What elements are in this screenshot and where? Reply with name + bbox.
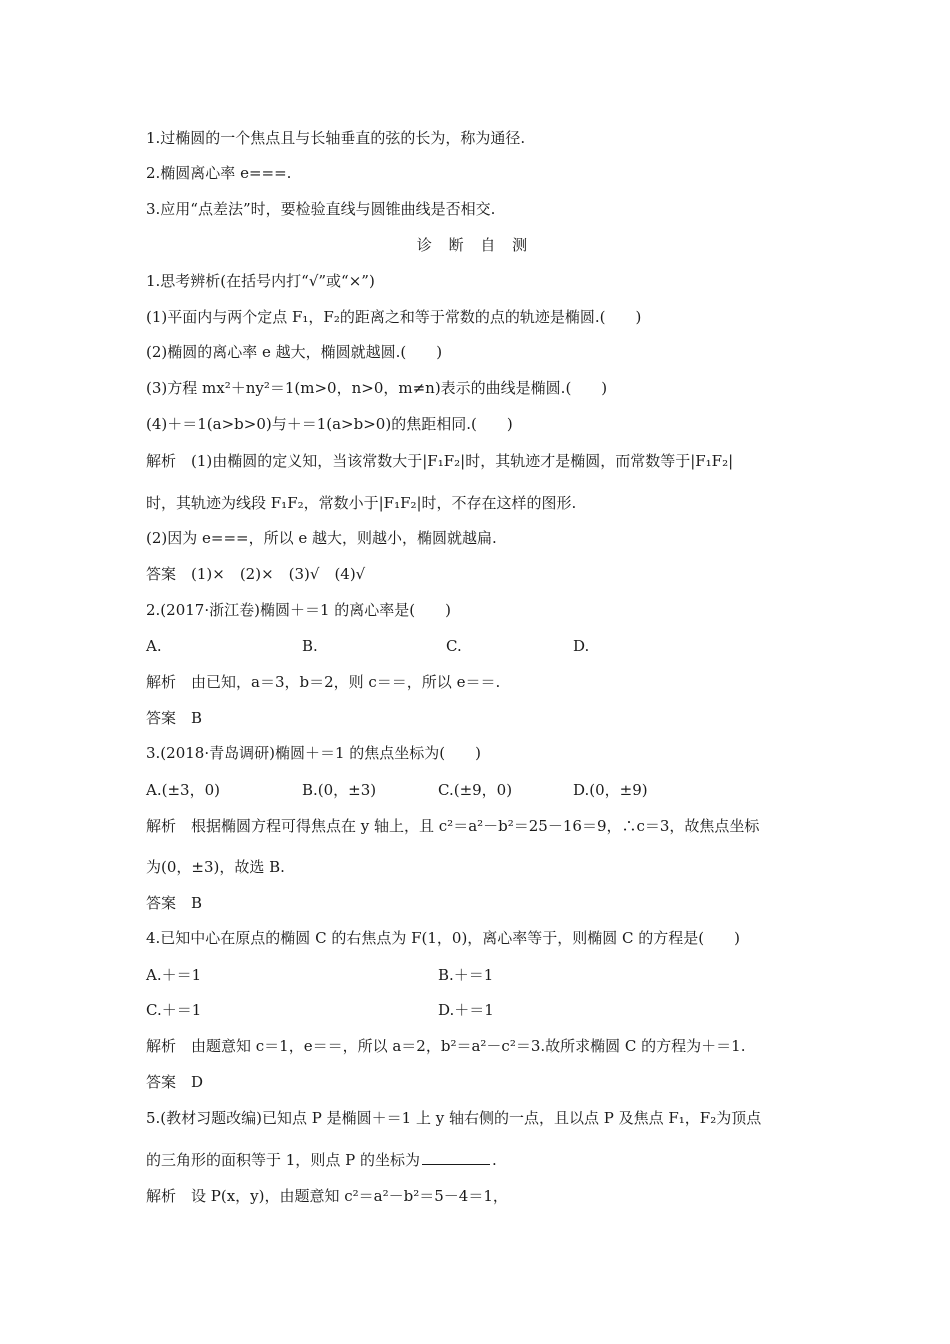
q1-analysis-2: 时，其轨迹为线段 F₁F₂，常数小于|F₁F₂|时，不存在这样的图形. <box>146 494 577 512</box>
q1-stem: 1.思考辨析(在括号内打“√”或“×”) <box>146 272 375 290</box>
q4-option-a: A.＋＝1 <box>146 966 202 984</box>
q1-item-1: (1)平面内与两个定点 F₁，F₂的距离之和等于常数的点的轨迹是椭圆.( ) <box>146 308 642 326</box>
note-3: 3.应用“点差法”时，要检验直线与圆锥曲线是否相交. <box>146 200 496 218</box>
q3-analysis-1: 解析 根据椭圆方程可得焦点在 y 轴上，且 c²＝a²－b²＝25－16＝9，∴c＝3，故焦点坐标 <box>146 817 760 835</box>
q4-option-c: C.＋＝1 <box>146 1001 202 1019</box>
q5-stem-2-text: 的三角形的面积等于 1，则点 P 的坐标为 <box>146 1151 420 1169</box>
q2-analysis: 解析 由已知，a＝3，b＝2，则 c＝＝，所以 e＝＝. <box>146 673 501 691</box>
q2-stem: 2.(2017·浙江卷)椭圆＋＝1 的离心率是( ) <box>146 601 451 619</box>
note-2: 2.椭圆离心率 e===. <box>146 164 292 182</box>
q2-option-a: A. <box>146 637 162 655</box>
q4-analysis: 解析 由题意知 c＝1，e＝＝，所以 a＝2，b²＝a²－c²＝3.故所求椭圆 C 的方程为＋＝1. <box>146 1037 746 1055</box>
q1-item-4: (4)＋＝1(a>b>0)与＋＝1(a>b>0)的焦距相同.( ) <box>146 415 513 433</box>
q3-option-c: C.(±9，0) <box>438 781 513 799</box>
q3-analysis-2: 为(0，±3)，故选 B. <box>146 858 285 876</box>
q5-stem-1: 5.(教材习题改编)已知点 P 是椭圆＋＝1 上 y 轴右侧的一点，且以点 P 及焦点 F₁，F₂为顶点 <box>146 1109 762 1127</box>
q3-option-a: A.(±3，0) <box>146 781 220 799</box>
q4-stem: 4.已知中心在原点的椭圆 C 的右焦点为 F(1，0)，离心率等于，则椭圆 C 的方程是( ) <box>146 929 741 947</box>
q2-option-b: B. <box>302 637 318 655</box>
q5-stem-2 <box>146 1150 497 1170</box>
q5-stem-2-end: . <box>491 1151 497 1169</box>
q1-item-3: (3)方程 mx²＋ny²＝1(m>0，n>0，m≠n)表示的曲线是椭圆.( ) <box>146 379 608 397</box>
q4-option-d: D.＋＝1 <box>438 1001 494 1019</box>
q1-analysis-3: (2)因为 e===，所以 e 越大，则越小，椭圆就越扁. <box>146 529 497 547</box>
q3-option-d: D.(0，±9) <box>573 781 648 799</box>
q1-item-2: (2)椭圆的离心率 e 越大，椭圆就越圆.( ) <box>146 343 443 361</box>
note-1: 1.过椭圆的一个焦点且与长轴垂直的弦的长为，称为通径. <box>146 129 526 147</box>
q5-analysis: 解析 设 P(x，y)，由题意知 c²＝a²－b²＝5－4＝1， <box>146 1187 508 1205</box>
q2-option-d: D. <box>573 637 590 655</box>
answer-blank <box>422 1150 490 1165</box>
q3-answer: 答案 B <box>146 894 203 912</box>
q2-option-c: C. <box>446 637 462 655</box>
q3-stem: 3.(2018·青岛调研)椭圆＋＝1 的焦点坐标为( ) <box>146 744 481 762</box>
q1-analysis-1: 解析 (1)由椭圆的定义知，当该常数大于|F₁F₂|时，其轨迹才是椭圆，而常数等于|F₁F₂| <box>146 452 734 470</box>
q2-answer: 答案 B <box>146 709 203 727</box>
q3-option-b: B.(0，±3) <box>302 781 377 799</box>
section-title: 诊 断 自 测 <box>416 236 534 254</box>
q4-answer: 答案 D <box>146 1073 204 1091</box>
q1-answer: 答案 (1)× (2)× (3)√ (4)√ <box>146 565 366 583</box>
q4-option-b: B.＋＝1 <box>438 966 494 984</box>
